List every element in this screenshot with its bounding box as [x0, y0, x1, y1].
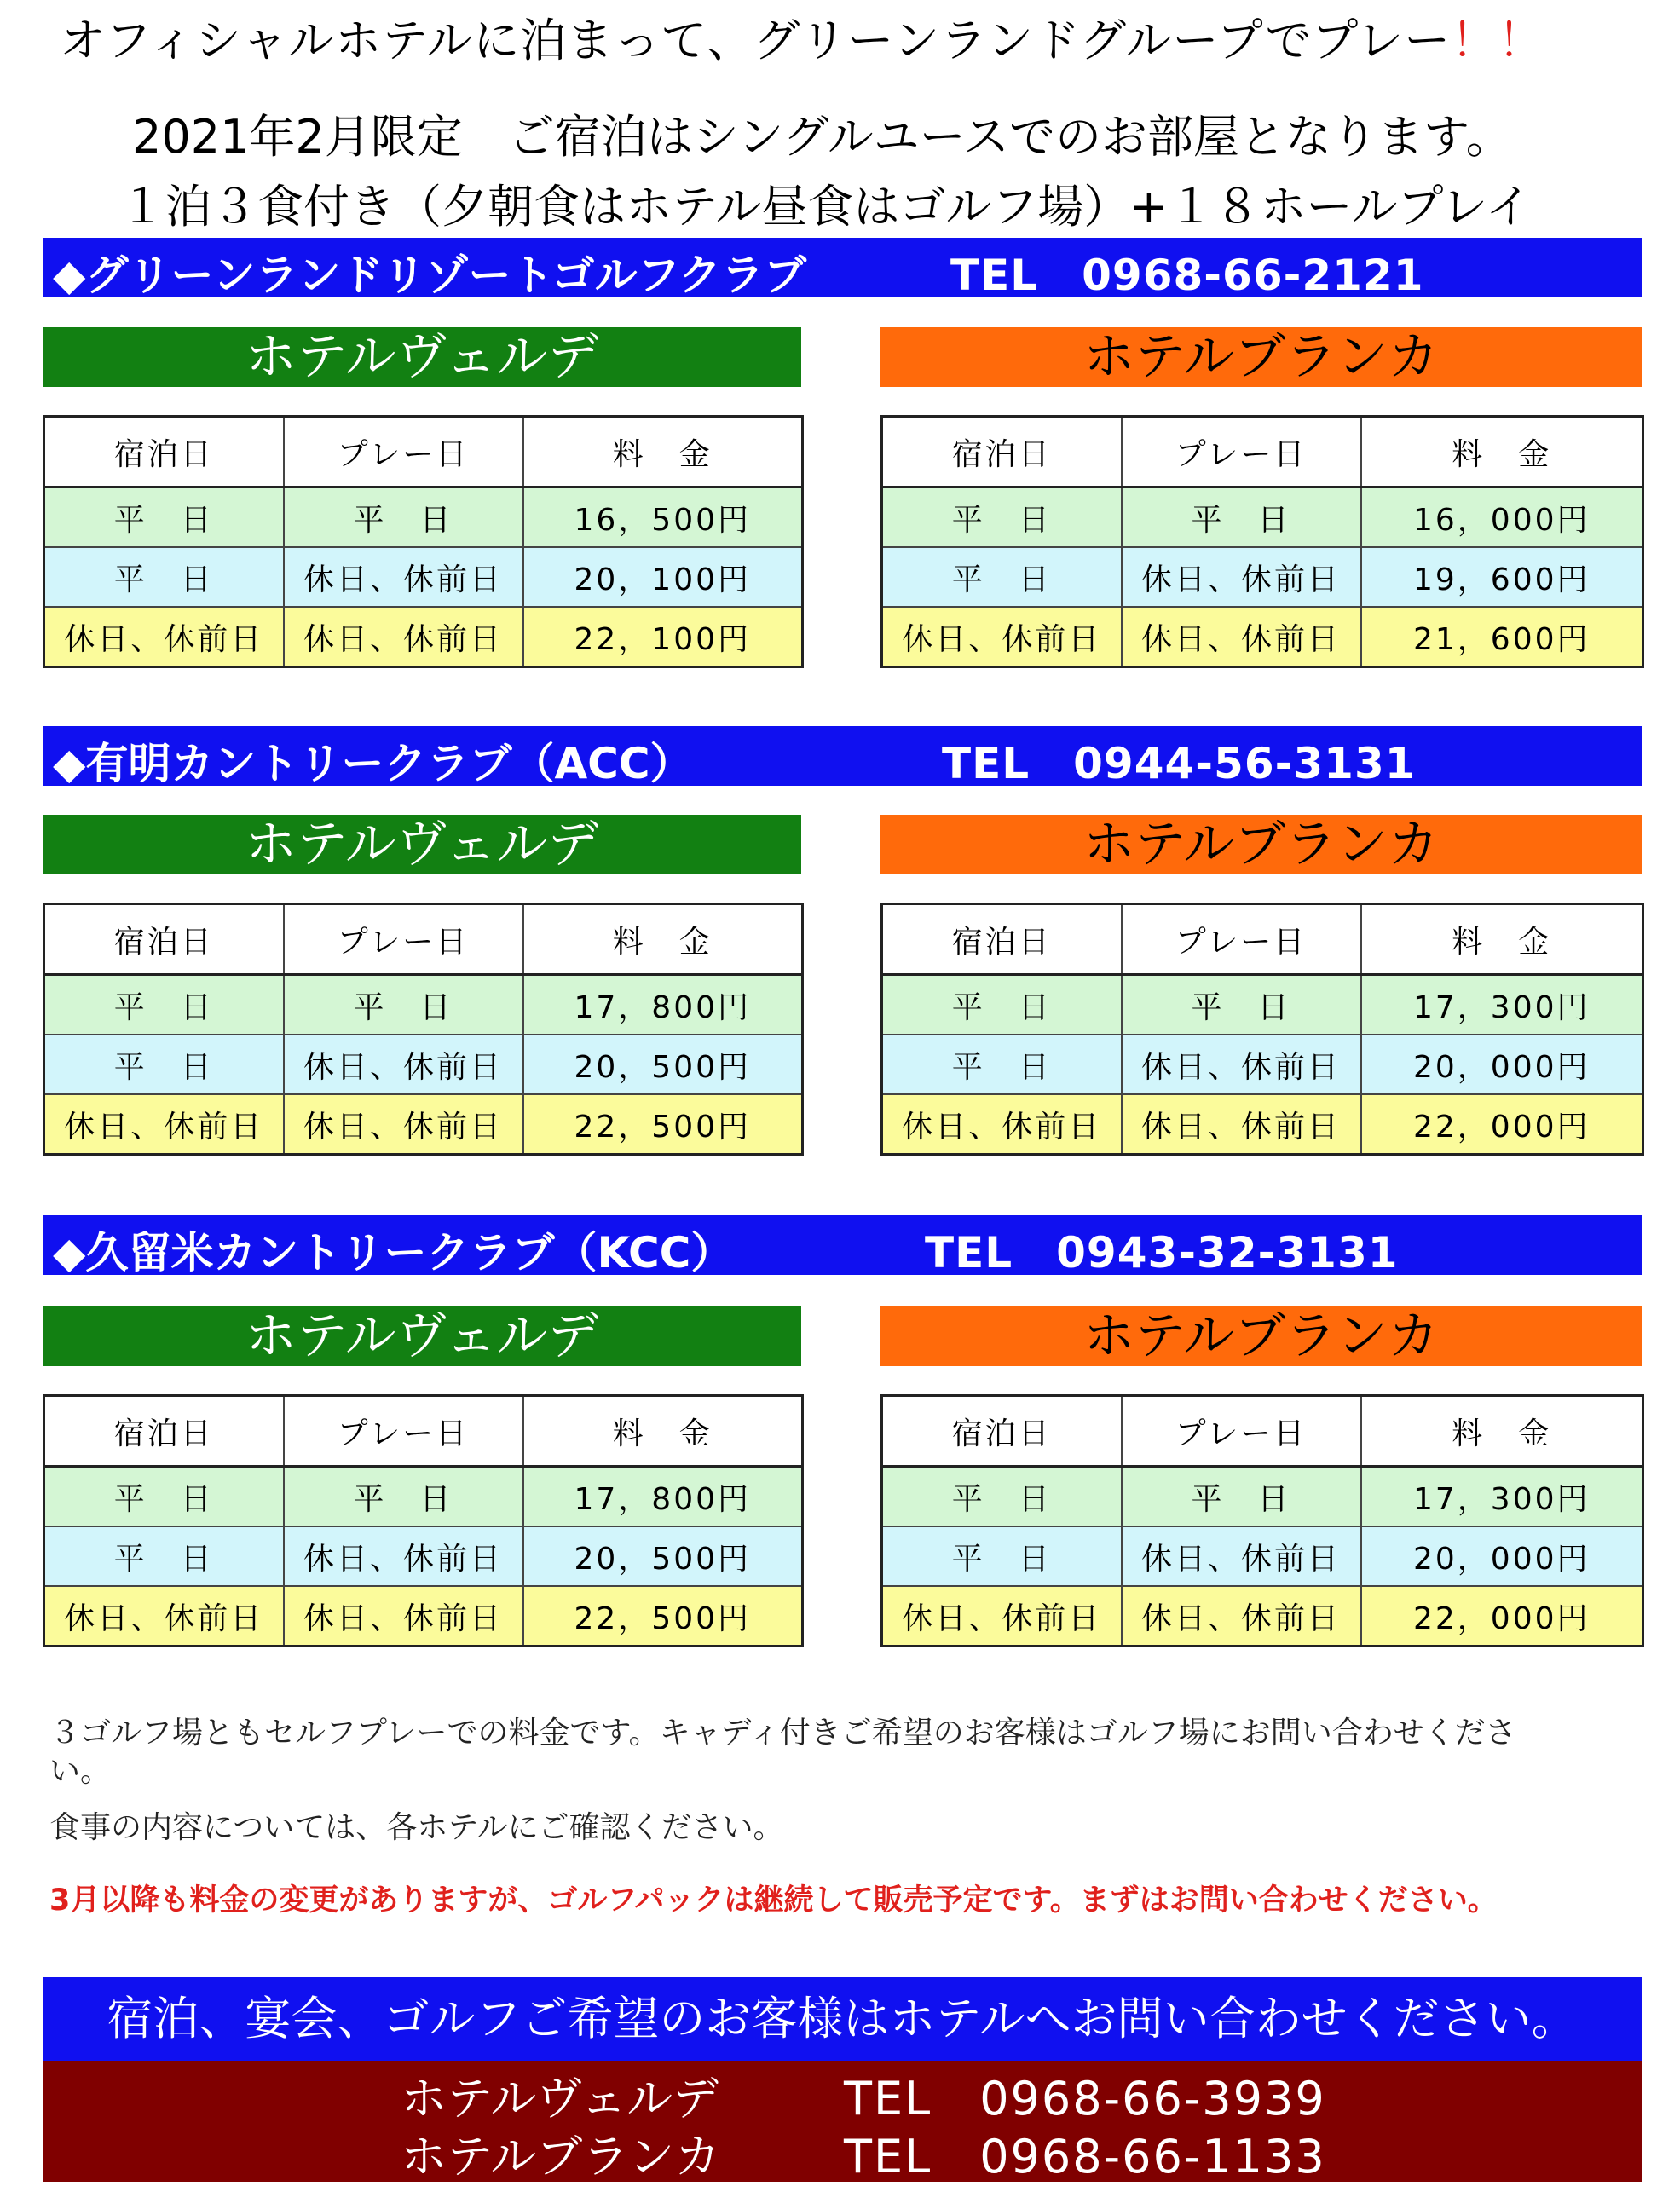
cell-play: 休日、休前日	[284, 1586, 523, 1647]
club-tel: TEL 0944-56-3131	[942, 739, 1416, 788]
cell-price: 20，500円	[523, 1526, 803, 1586]
cell-play: 平 日	[1122, 1467, 1361, 1527]
subtitle-period: 2021年2月限定 ご宿泊はシングルユースでのお部屋となります。	[132, 110, 1512, 164]
col-header-price: 料 金	[1361, 1396, 1643, 1467]
col-header-play: プレー日	[1122, 1396, 1361, 1467]
cell-play: 平 日	[284, 975, 523, 1035]
col-header-stay: 宿泊日	[44, 1396, 284, 1467]
cell-stay: 平 日	[882, 1467, 1122, 1527]
cell-price: 16，500円	[523, 487, 803, 548]
note-meals: 食事の内容については、各ホテルにご確認ください。	[49, 1810, 784, 1845]
cell-price: 17，300円	[1361, 1467, 1643, 1527]
cell-stay: 平 日	[882, 487, 1122, 548]
col-header-price: 料 金	[523, 417, 803, 487]
cell-stay: 平 日	[44, 1526, 284, 1586]
cell-stay: 平 日	[44, 1467, 284, 1527]
cell-play: 休日、休前日	[1122, 1526, 1361, 1586]
cell-play: 休日、休前日	[284, 1035, 523, 1094]
cell-price: 17，800円	[523, 1467, 803, 1527]
headline-text: オフィシャルホテルに泊まって、グリーンランドグループでプレー	[60, 14, 1452, 67]
col-header-price: 料 金	[1361, 904, 1643, 975]
cell-price: 22，500円	[523, 1586, 803, 1647]
col-header-stay: 宿泊日	[44, 417, 284, 487]
cell-stay: 平 日	[882, 547, 1122, 607]
cell-play: 平 日	[284, 487, 523, 548]
club-name: ◆有明カントリークラブ（ACC）	[53, 739, 693, 788]
cell-price: 19，600円	[1361, 547, 1643, 607]
cell-price: 16，000円	[1361, 487, 1643, 548]
hotel-contact-box	[43, 2061, 1642, 2182]
cell-stay: 休日、休前日	[882, 1586, 1122, 1647]
rate-table-greenland-verde	[43, 415, 804, 668]
rate-table-greenland-blanca	[880, 415, 1644, 668]
cell-price: 17，300円	[1361, 975, 1643, 1035]
page-headline	[60, 4, 1544, 70]
rate-table-kurume-blanca	[880, 1394, 1644, 1647]
hotel-verde-title: ホテルヴェルデ	[43, 327, 801, 387]
club-name: ◆久留米カントリークラブ（KCC）	[53, 1228, 734, 1278]
cell-play: 平 日	[284, 1467, 523, 1527]
cell-play: 休日、休前日	[284, 607, 523, 667]
subtitle-plan: １泊３食付き（夕朝食はホテル昼食はゴルフ場）+１８ホールプレイ	[119, 180, 1532, 234]
club-tel: TEL 0943-32-3131	[925, 1228, 1399, 1278]
cell-price: 20，000円	[1361, 1526, 1643, 1586]
cell-stay: 平 日	[44, 487, 284, 548]
cell-play: 休日、休前日	[1122, 607, 1361, 667]
club-bar-ariake	[43, 726, 1642, 786]
col-header-play: プレー日	[1122, 417, 1361, 487]
cell-play: 休日、休前日	[1122, 1094, 1361, 1155]
cell-price: 20，500円	[523, 1035, 803, 1094]
cell-stay: 平 日	[44, 975, 284, 1035]
cell-play: 休日、休前日	[1122, 547, 1361, 607]
hotel-verde-title: ホテルヴェルデ	[43, 1306, 801, 1366]
col-header-stay: 宿泊日	[882, 1396, 1122, 1467]
rate-table-kurume-verde	[43, 1394, 804, 1647]
cell-price: 20，000円	[1361, 1035, 1643, 1094]
col-header-price: 料 金	[1361, 417, 1643, 487]
cell-price: 21，600円	[1361, 607, 1643, 667]
col-header-play: プレー日	[1122, 904, 1361, 975]
cell-play: 休日、休前日	[284, 1526, 523, 1586]
note-self-play-line2: い。	[49, 1754, 112, 1789]
col-header-stay: 宿泊日	[44, 904, 284, 975]
note-price-change: 3月以降も料金の変更がありますが、ゴルフパックは継続して販売予定です。まずはお問い合わせください。	[49, 1883, 1498, 1918]
club-bar-greenland	[43, 238, 1642, 300]
col-header-stay: 宿泊日	[882, 417, 1122, 487]
cell-stay: 休日、休前日	[44, 607, 284, 667]
cell-play: 休日、休前日	[1122, 1586, 1361, 1647]
cell-stay: 平 日	[44, 547, 284, 607]
club-tel: TEL 0968-66-2121	[950, 251, 1424, 300]
hotel-blanca-title: ホテルブランカ	[880, 327, 1642, 387]
club-name: ◆グリーンランドリゾートゴルフクラブ	[53, 251, 806, 300]
contact-hotel-name: ホテルブランカ	[401, 2130, 721, 2183]
cell-play: 休日、休前日	[1122, 1035, 1361, 1094]
cell-price: 22，000円	[1361, 1094, 1643, 1155]
cell-price: 22，500円	[523, 1094, 803, 1155]
headline-exclamation: ！！	[1451, 14, 1545, 67]
contact-banner: 宿泊、宴会、ゴルフご希望のお客様はホテルへお問い合わせください。	[43, 1977, 1642, 2061]
col-header-play: プレー日	[284, 904, 523, 975]
cell-stay: 休日、休前日	[882, 607, 1122, 667]
cell-price: 20，100円	[523, 547, 803, 607]
col-header-play: プレー日	[284, 1396, 523, 1467]
cell-stay: 平 日	[882, 975, 1122, 1035]
contact-hotel-tel: TEL 0968-66-3939	[844, 2072, 1326, 2125]
cell-play: 休日、休前日	[284, 547, 523, 607]
hotel-blanca-title: ホテルブランカ	[880, 815, 1642, 874]
col-header-play: プレー日	[284, 417, 523, 487]
contact-hotel-name: ホテルヴェルデ	[401, 2072, 719, 2125]
col-header-stay: 宿泊日	[882, 904, 1122, 975]
cell-price: 22，100円	[523, 607, 803, 667]
hotel-verde-title: ホテルヴェルデ	[43, 815, 801, 874]
note-self-play-line1: ３ゴルフ場ともセルフプレーでの料金です。キャディ付きご希望のお客様はゴルフ場にお問い合わせくださ	[49, 1716, 1516, 1751]
contact-hotel-tel: TEL 0968-66-1133	[844, 2130, 1326, 2183]
col-header-price: 料 金	[523, 904, 803, 975]
col-header-price: 料 金	[523, 1396, 803, 1467]
cell-stay: 休日、休前日	[882, 1094, 1122, 1155]
rate-table-ariake-blanca	[880, 903, 1644, 1156]
cell-stay: 平 日	[882, 1526, 1122, 1586]
cell-play: 平 日	[1122, 487, 1361, 548]
cell-stay: 休日、休前日	[44, 1094, 284, 1155]
hotel-blanca-title: ホテルブランカ	[880, 1306, 1642, 1366]
cell-price: 22，000円	[1361, 1586, 1643, 1647]
cell-stay: 平 日	[882, 1035, 1122, 1094]
cell-stay: 休日、休前日	[44, 1586, 284, 1647]
cell-stay: 平 日	[44, 1035, 284, 1094]
cell-play: 休日、休前日	[284, 1094, 523, 1155]
club-bar-kurume	[43, 1215, 1642, 1278]
cell-price: 17，800円	[523, 975, 803, 1035]
cell-play: 平 日	[1122, 975, 1361, 1035]
rate-table-ariake-verde	[43, 903, 804, 1156]
